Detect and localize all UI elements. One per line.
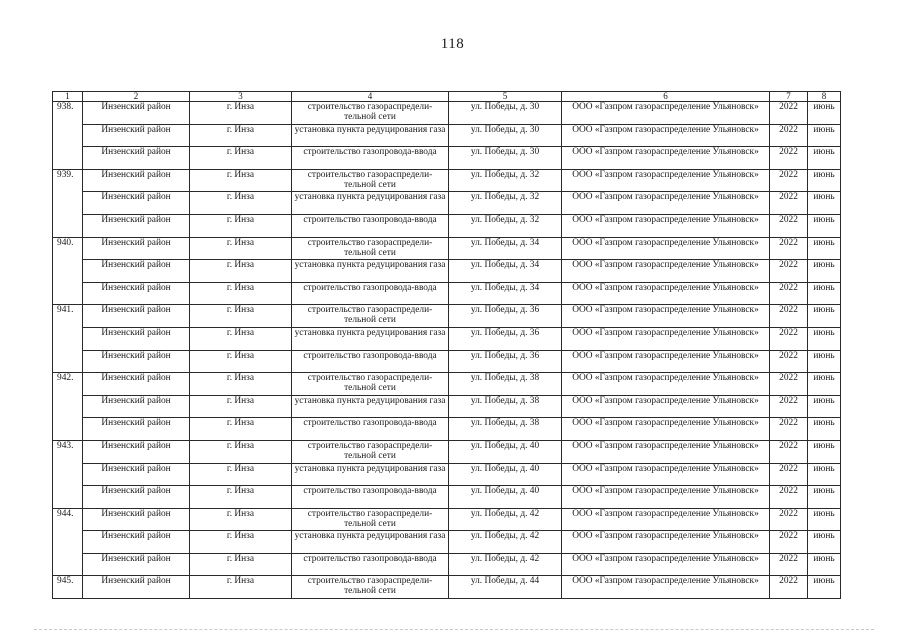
year-cell: 2022 [770,350,808,373]
table-body [53,102,841,599]
district-cell: Инзенский район [83,327,190,350]
district-cell: Инзенский район [83,553,190,576]
organization-cell: ООО «Газпром газораспределение Ульяновск» [562,395,770,418]
month-cell: июнь [808,486,841,509]
city-cell: г. Инза [190,124,292,147]
table-row [53,395,841,418]
month-cell: июнь [808,373,841,396]
address-cell: ул. Победы, д. 40 [449,463,562,486]
year-cell: 2022 [770,260,808,283]
scan-edge-divider [34,629,874,630]
entry-number-cell: 939. [53,169,83,237]
month-cell: июнь [808,576,841,599]
work-type-cell: строительство газопровода-ввода [292,282,449,305]
organization-cell: ООО «Газпром газораспределение Ульяновск» [562,305,770,328]
district-cell: Инзенский район [83,282,190,305]
table-row [53,305,841,328]
address-cell: ул. Победы, д. 32 [449,214,562,237]
organization-cell: ООО «Газпром газораспределение Ульяновск» [562,553,770,576]
city-cell: г. Инза [190,531,292,554]
work-type-cell: строительство газопровода-ввода [292,147,449,170]
organization-cell: ООО «Газпром газораспределение Ульяновск» [562,486,770,509]
work-type-cell: строительство газопровода-ввода [292,553,449,576]
city-cell: г. Инза [190,373,292,396]
year-cell: 2022 [770,102,808,125]
organization-cell: ООО «Газпром газораспределение Ульяновск» [562,373,770,396]
organization-cell: ООО «Газпром газораспределение Ульяновск» [562,350,770,373]
month-cell: июнь [808,260,841,283]
work-type-cell: установка пункта редуцирования газа [292,192,449,215]
work-type-cell: строительство газопровода-ввода [292,214,449,237]
work-type-cell: установка пункта редуцирования газа [292,395,449,418]
district-cell: Инзенский район [83,418,190,441]
district-cell: Инзенский район [83,463,190,486]
work-type-cell: строительство газораспредели-тельной сети [292,576,449,599]
table-row [53,147,841,170]
work-type-cell: установка пункта редуцирования газа [292,463,449,486]
district-cell: Инзенский район [83,508,190,531]
month-cell: июнь [808,463,841,486]
month-cell: июнь [808,553,841,576]
year-cell: 2022 [770,440,808,463]
year-cell: 2022 [770,486,808,509]
district-cell: Инзенский район [83,531,190,554]
organization-cell: ООО «Газпром газораспределение Ульяновск» [562,260,770,283]
entry-number-cell: 940. [53,237,83,305]
work-type-cell: строительство газораспредели-тельной сети [292,440,449,463]
year-cell: 2022 [770,418,808,441]
city-cell: г. Инза [190,214,292,237]
column-header: 3 [190,92,292,102]
work-type-cell: установка пункта редуцирования газа [292,260,449,283]
year-cell: 2022 [770,169,808,192]
work-type-cell: строительство газораспредели-тельной сети [292,305,449,328]
month-cell: июнь [808,395,841,418]
organization-cell: ООО «Газпром газораспределение Ульяновск» [562,214,770,237]
work-type-cell: строительство газопровода-ввода [292,350,449,373]
entry-number-cell: 945. [53,576,83,599]
district-cell: Инзенский район [83,350,190,373]
table-header [53,92,841,102]
organization-cell: ООО «Газпром газораспределение Ульяновск» [562,440,770,463]
organization-cell: ООО «Газпром газораспределение Ульяновск» [562,192,770,215]
address-cell: ул. Победы, д. 40 [449,486,562,509]
column-header: 8 [808,92,841,102]
work-type-cell: строительство газораспредели-тельной сети [292,237,449,260]
table-row [53,440,841,463]
address-cell: ул. Победы, д. 30 [449,147,562,170]
table-row [53,192,841,215]
month-cell: июнь [808,282,841,305]
district-cell: Инзенский район [83,576,190,599]
table-row [53,260,841,283]
organization-cell: ООО «Газпром газораспределение Ульяновск» [562,102,770,125]
city-cell: г. Инза [190,102,292,125]
table-row [53,531,841,554]
district-cell: Инзенский район [83,486,190,509]
table-row [53,373,841,396]
city-cell: г. Инза [190,486,292,509]
district-cell: Инзенский район [83,395,190,418]
address-cell: ул. Победы, д. 38 [449,395,562,418]
work-type-cell: установка пункта редуцирования газа [292,327,449,350]
month-cell: июнь [808,192,841,215]
city-cell: г. Инза [190,169,292,192]
work-type-cell: строительство газораспредели-тельной сети [292,102,449,125]
table-row [53,508,841,531]
organization-cell: ООО «Газпром газораспределение Ульяновск» [562,508,770,531]
address-cell: ул. Победы, д. 38 [449,373,562,396]
organization-cell: ООО «Газпром газораспределение Ульяновск» [562,576,770,599]
column-header: 4 [292,92,449,102]
address-cell: ул. Победы, д. 36 [449,327,562,350]
city-cell: г. Инза [190,327,292,350]
column-header: 6 [562,92,770,102]
work-type-cell: установка пункта редуцирования газа [292,531,449,554]
header-row [53,92,841,102]
column-header: 5 [449,92,562,102]
year-cell: 2022 [770,531,808,554]
month-cell: июнь [808,327,841,350]
table-row [53,553,841,576]
district-cell: Инзенский район [83,260,190,283]
district-cell: Инзенский район [83,102,190,125]
year-cell: 2022 [770,327,808,350]
year-cell: 2022 [770,508,808,531]
column-header: 1 [53,92,83,102]
organization-cell: ООО «Газпром газораспределение Ульяновск» [562,124,770,147]
month-cell: июнь [808,350,841,373]
table-row [53,169,841,192]
work-type-cell: установка пункта редуцирования газа [292,124,449,147]
city-cell: г. Инза [190,260,292,283]
address-cell: ул. Победы, д. 42 [449,508,562,531]
year-cell: 2022 [770,373,808,396]
table-row [53,576,841,599]
address-cell: ул. Победы, д. 42 [449,553,562,576]
organization-cell: ООО «Газпром газораспределение Ульяновск» [562,463,770,486]
address-cell: ул. Победы, д. 34 [449,237,562,260]
district-cell: Инзенский район [83,440,190,463]
table-row [53,327,841,350]
address-cell: ул. Победы, д. 36 [449,305,562,328]
address-cell: ул. Победы, д. 30 [449,102,562,125]
month-cell: июнь [808,508,841,531]
entry-number-cell: 944. [53,508,83,576]
registry-table [52,91,841,599]
organization-cell: ООО «Газпром газораспределение Ульяновск» [562,169,770,192]
organization-cell: ООО «Газпром газораспределение Ульяновск» [562,237,770,260]
organization-cell: ООО «Газпром газораспределение Ульяновск» [562,327,770,350]
page-number: 118 [440,36,465,52]
table-row [53,102,841,125]
month-cell: июнь [808,440,841,463]
work-type-cell: строительство газораспредели-тельной сети [292,508,449,531]
city-cell: г. Инза [190,305,292,328]
month-cell: июнь [808,147,841,170]
district-cell: Инзенский район [83,147,190,170]
work-type-cell: строительство газораспредели-тельной сети [292,169,449,192]
year-cell: 2022 [770,463,808,486]
city-cell: г. Инза [190,282,292,305]
organization-cell: ООО «Газпром газораспределение Ульяновск» [562,418,770,441]
work-type-cell: строительство газопровода-ввода [292,486,449,509]
entry-number-cell: 941. [53,305,83,373]
year-cell: 2022 [770,237,808,260]
table-row [53,486,841,509]
table-row [53,237,841,260]
city-cell: г. Инза [190,147,292,170]
entry-number-cell: 938. [53,102,83,170]
table-row [53,214,841,237]
city-cell: г. Инза [190,418,292,441]
district-cell: Инзенский район [83,192,190,215]
year-cell: 2022 [770,147,808,170]
work-type-cell: строительство газораспредели-тельной сети [292,373,449,396]
column-header: 2 [83,92,190,102]
organization-cell: ООО «Газпром газораспределение Ульяновск» [562,282,770,305]
address-cell: ул. Победы, д. 34 [449,260,562,283]
district-cell: Инзенский район [83,305,190,328]
month-cell: июнь [808,169,841,192]
month-cell: июнь [808,124,841,147]
month-cell: июнь [808,418,841,441]
month-cell: июнь [808,531,841,554]
organization-cell: ООО «Газпром газораспределение Ульяновск» [562,531,770,554]
table-row [53,418,841,441]
address-cell: ул. Победы, д. 42 [449,531,562,554]
year-cell: 2022 [770,192,808,215]
address-cell: ул. Победы, д. 30 [449,124,562,147]
city-cell: г. Инза [190,395,292,418]
table-row [53,282,841,305]
year-cell: 2022 [770,282,808,305]
month-cell: июнь [808,305,841,328]
address-cell: ул. Победы, д. 32 [449,169,562,192]
city-cell: г. Инза [190,440,292,463]
year-cell: 2022 [770,124,808,147]
year-cell: 2022 [770,576,808,599]
year-cell: 2022 [770,553,808,576]
address-cell: ул. Победы, д. 40 [449,440,562,463]
address-cell: ул. Победы, д. 38 [449,418,562,441]
entry-number-cell: 942. [53,373,83,441]
year-cell: 2022 [770,305,808,328]
city-cell: г. Инза [190,463,292,486]
district-cell: Инзенский район [83,124,190,147]
month-cell: июнь [808,237,841,260]
table-row [53,350,841,373]
entry-number-cell: 943. [53,440,83,508]
city-cell: г. Инза [190,350,292,373]
work-type-cell: строительство газопровода-ввода [292,418,449,441]
city-cell: г. Инза [190,192,292,215]
address-cell: ул. Победы, д. 32 [449,192,562,215]
year-cell: 2022 [770,214,808,237]
city-cell: г. Инза [190,237,292,260]
district-cell: Инзенский район [83,373,190,396]
month-cell: июнь [808,214,841,237]
column-header: 7 [770,92,808,102]
district-cell: Инзенский район [83,169,190,192]
year-cell: 2022 [770,395,808,418]
month-cell: июнь [808,102,841,125]
district-cell: Инзенский район [83,214,190,237]
table-row [53,463,841,486]
table-row [53,124,841,147]
address-cell: ул. Победы, д. 34 [449,282,562,305]
address-cell: ул. Победы, д. 44 [449,576,562,599]
city-cell: г. Инза [190,553,292,576]
city-cell: г. Инза [190,508,292,531]
district-cell: Инзенский район [83,237,190,260]
city-cell: г. Инза [190,576,292,599]
address-cell: ул. Победы, д. 36 [449,350,562,373]
organization-cell: ООО «Газпром газораспределение Ульяновск» [562,147,770,170]
